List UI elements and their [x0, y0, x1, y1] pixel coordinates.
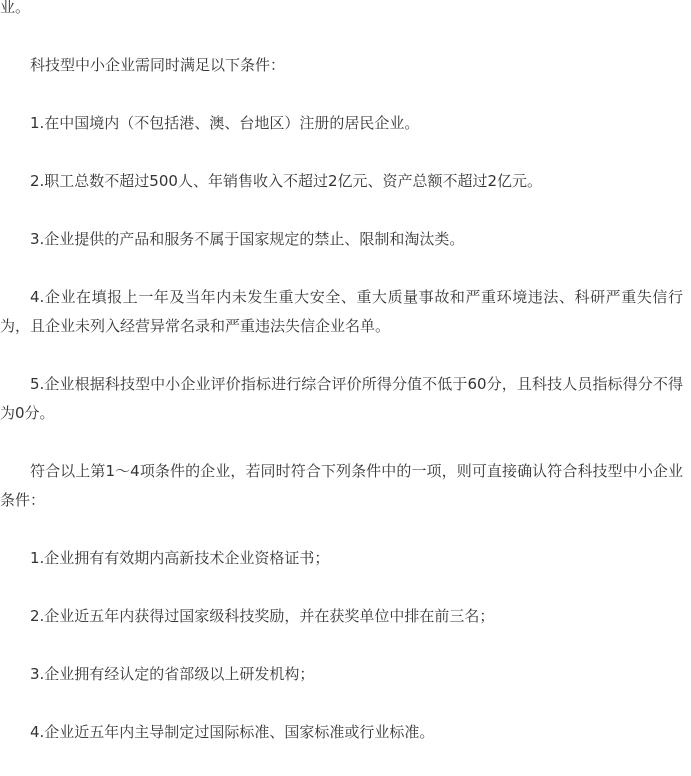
paragraph-condition-3: 3.企业提供的产品和服务不属于国家规定的禁止、限制和淘汰类。	[30, 230, 465, 248]
paragraph-direct-1: 1.企业拥有有效期内高新技术企业资格证书；	[30, 549, 330, 567]
paragraph-condition-5: 5.企业根据科技型中小企业评价指标进行综合评价所得分值不低于60分，且科技人员指标得分不得为0分。	[0, 375, 683, 422]
paragraph-direct-2: 2.企业近五年内获得过国家级科技奖励，并在获奖单位中排在前三名；	[30, 607, 495, 625]
paragraph-direct-4: 4.企业近五年内主导制定过国际标准、国家标准或行业标准。	[30, 723, 435, 741]
paragraph-condition-1: 1.在中国境内（不包括港、澳、台地区）注册的居民企业。	[30, 114, 420, 132]
paragraph-condition-2: 2.职工总数不超过500人、年销售收入不超过2亿元、资产总额不超过2亿元。	[30, 172, 543, 190]
paragraph-direct-3: 3.企业拥有经认定的省部级以上研发机构；	[30, 665, 315, 683]
paragraph-conditions-intro: 科技型中小企业需同时满足以下条件：	[30, 56, 286, 74]
paragraph-direct-confirm-intro: 符合以上第1～4项条件的企业，若同时符合下列条件中的一项，则可直接确认符合科技型中小企业条件：	[0, 462, 683, 509]
paragraph-condition-4: 4.企业在填报上一年及当年内未发生重大安全、重大质量事故和严重环境违法、科研严重失信行为，且企业未列入经营异常名录和严重违法失信企业名单。	[0, 288, 683, 335]
paragraph-continuation: 业。	[0, 0, 31, 16]
